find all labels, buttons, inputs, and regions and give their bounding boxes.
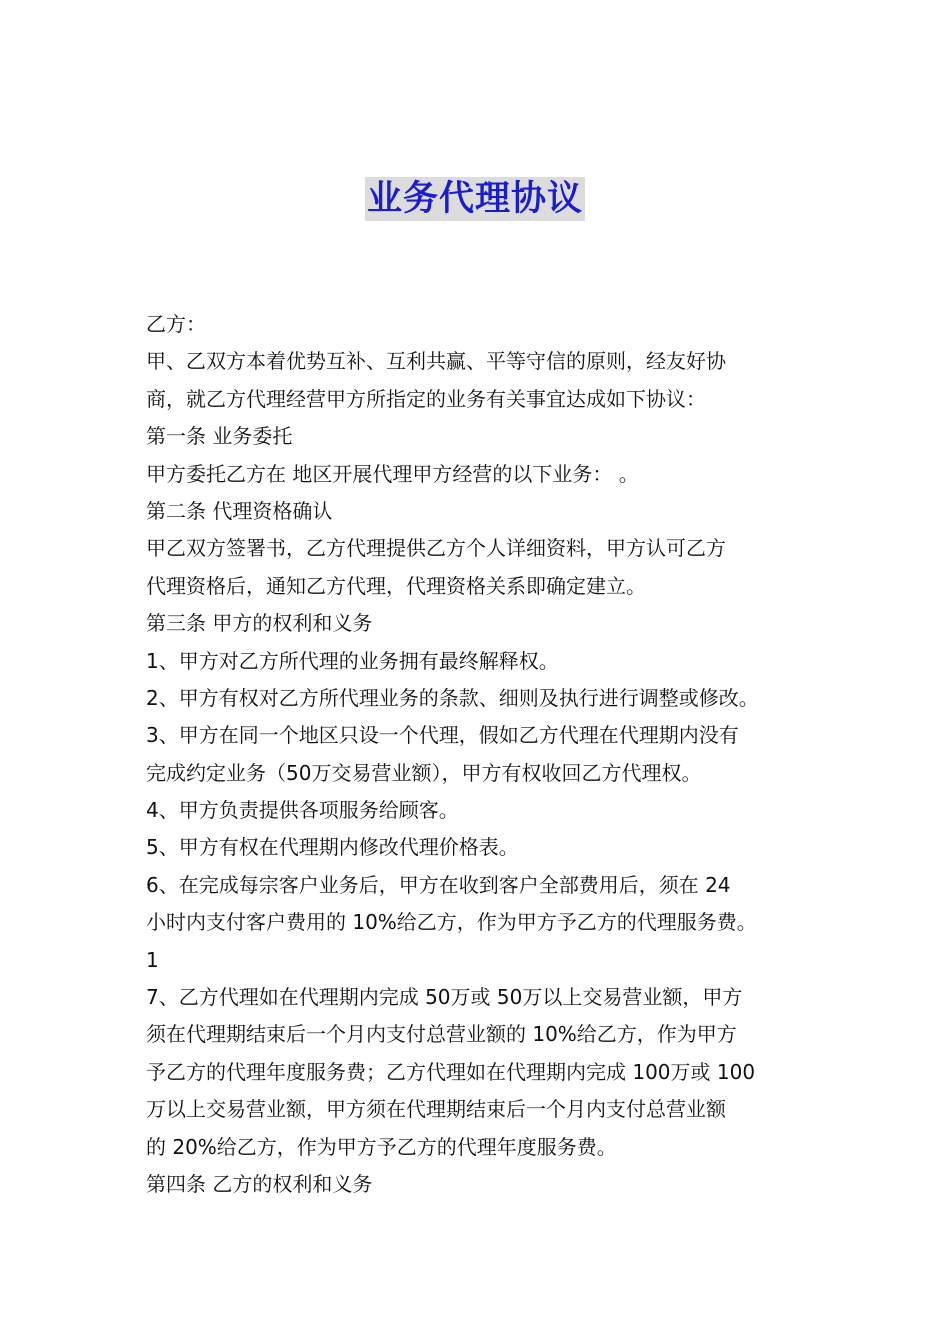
paragraph-line: 的 20%给乙方，作为甲方予乙方的代理年度服务费。 xyxy=(146,1134,617,1159)
title-container xyxy=(0,177,950,221)
list-item: 1、甲方对乙方所代理的业务拥有最终解释权。 xyxy=(146,648,559,673)
article-heading: 第一条 业务委托 xyxy=(146,424,293,449)
paragraph-line: 乙方： xyxy=(146,312,206,336)
paragraph-line: 须在代理期结束后一个月内支付总营业额的 10%给乙方，作为甲方 xyxy=(146,1022,737,1047)
list-item: 5、甲方有权在代理期内修改代理价格表。 xyxy=(146,835,519,860)
document-body xyxy=(146,306,846,1203)
paragraph-line: 小时内支付客户费用的 10%给乙方，作为甲方予乙方的代理服务费。 xyxy=(146,910,757,935)
list-item: 7、乙方代理如在代理期内完成 50万或 50万以上交易营业额，甲方 xyxy=(146,985,743,1010)
paragraph-line: 甲、乙双方本着优势互补、互利共赢、平等守信的原则，经友好协 xyxy=(146,349,726,374)
page-number: 1 xyxy=(146,947,159,972)
paragraph-line: 代理资格后，通知乙方代理，代理资格关系即确定建立。 xyxy=(146,573,646,598)
paragraph-line: 万以上交易营业额，甲方须在代理期结束后一个月内支付总营业额 xyxy=(146,1097,726,1122)
paragraph-line: 予乙方的代理年度服务费；乙方代理如在代理期内完成 100万或 100 xyxy=(146,1059,756,1084)
article-heading: 第二条 代理资格确认 xyxy=(146,498,333,523)
document-title: 业务代理协议 xyxy=(366,178,583,219)
list-item: 4、甲方负责提供各项服务给顾客。 xyxy=(146,798,459,823)
article-heading: 第四条 乙方的权利和义务 xyxy=(146,1171,373,1196)
paragraph-line: 甲乙双方签署书，乙方代理提供乙方个人详细资料，甲方认可乙方 xyxy=(146,536,726,561)
list-item: 2、甲方有权对乙方所代理业务的条款、细则及执行进行调整或修改。 xyxy=(146,685,759,710)
paragraph-line: 甲方委托乙方在 地区开展代理甲方经营的以下业务： 。 xyxy=(146,461,639,486)
list-item: 3、甲方在同一个地区只设一个代理，假如乙方代理在代理期内没有 xyxy=(146,723,739,748)
paragraph-line: 商，就乙方代理经营甲方所指定的业务有关事宜达成如下协议： xyxy=(146,386,706,411)
article-heading: 第三条 甲方的权利和义务 xyxy=(146,611,373,636)
list-item: 6、在完成每宗客户业务后，甲方在收到客户全部费用后，须在 24 xyxy=(146,872,731,897)
paragraph-line: 完成约定业务（50万交易营业额），甲方有权收回乙方代理权。 xyxy=(146,760,702,785)
